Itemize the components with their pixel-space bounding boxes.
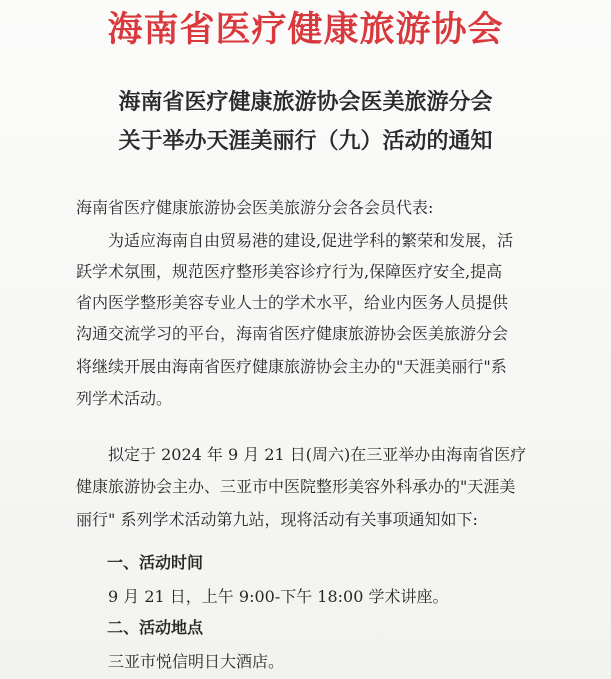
notice-title-line-1: 海南省医疗健康旅游协会医美旅游分会 bbox=[118, 90, 493, 115]
letterhead-org-name: 海南省医疗健康旅游协会 bbox=[107, 9, 504, 50]
salutation: 海南省医疗健康旅游协会医美旅游分会各会员代表: bbox=[76, 198, 434, 217]
paragraph-1-line: 列学术活动。 bbox=[76, 389, 173, 408]
paragraph-1-line: 沟通交流学习的平台，海南省医疗健康旅游协会医美旅游分会 bbox=[76, 324, 509, 343]
paragraph-2-line: 拟定于 2024 年 9 月 21 日(周六)在三亚举办由海南省医疗 bbox=[108, 445, 527, 464]
paragraph-1-line: 跃学术氛围，规范医疗整形美容诊疗行为,保障医疗安全,提高 bbox=[76, 262, 503, 281]
notice-title-line-2: 关于举办天涯美丽行（九）活动的通知 bbox=[118, 129, 493, 154]
paragraph-1-line: 省内医学整形美容专业人士的学术水平，给业内医务人员提供 bbox=[76, 293, 509, 312]
paragraph-1-line: 将继续开展由海南省医疗健康旅游协会主办的"天涯美丽行"系 bbox=[76, 357, 507, 376]
section-content-time: 9 月 21 日，上午 9:00-下午 18:00 学术讲座。 bbox=[108, 587, 449, 606]
section-content-venue: 三亚市悦信明日大酒店。 bbox=[108, 652, 285, 671]
paragraph-2-line: 丽行" 系列学术活动第九站，现将活动有关事项通知如下: bbox=[76, 510, 478, 529]
section-heading-venue: 二、活动地点 bbox=[107, 618, 204, 637]
section-heading-time: 一、活动时间 bbox=[107, 553, 204, 572]
paragraph-2-line: 健康旅游协会主办、三亚市中医院整形美容外科承办的"天涯美 bbox=[76, 477, 516, 496]
paragraph-1-line: 为适应海南自由贸易港的建设,促进学科的繁荣和发展，活 bbox=[108, 231, 514, 250]
